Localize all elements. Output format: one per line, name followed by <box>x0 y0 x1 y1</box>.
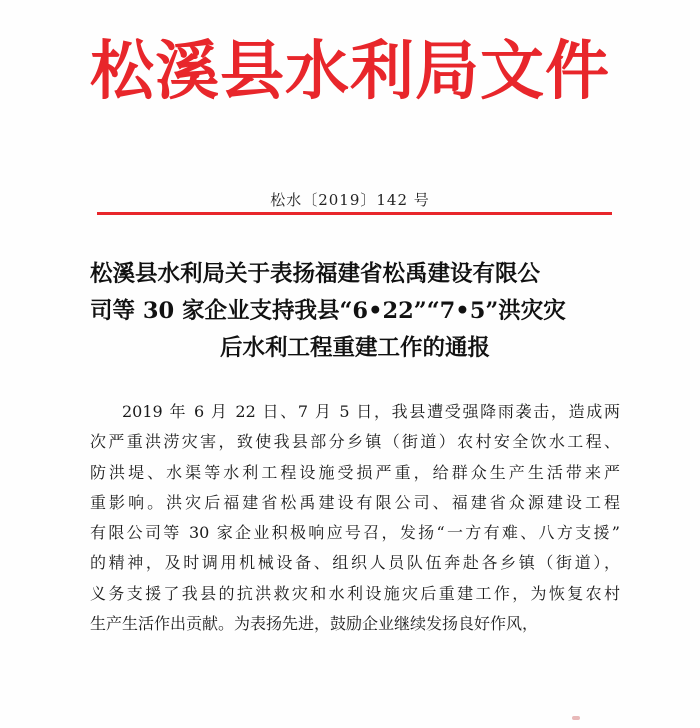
body-line-7: 义务支援了我县的抗洪救灾和水利设施灾后重建工作，为恢复农村 <box>90 583 620 603</box>
body-line-6: 的精神，及时调用机械设备、组织人员队伍奔赴各乡镇（街道）， <box>90 553 620 573</box>
body-line-2: 次严重洪涝灾害，致使我县部分乡镇（街道）农村安全饮水工程、 <box>90 432 620 452</box>
document-body <box>90 397 620 639</box>
title-line-3: 后水利工程重建工作的通报 <box>219 335 490 361</box>
title-line-1: 松溪县水利局关于表扬福建省松禹建设有限公 <box>90 261 541 287</box>
document-title <box>90 256 620 367</box>
document-header: 松溪县水利局文件 <box>90 35 610 109</box>
title-line-2: 司等 30 家企业支持我县“6•22”“7•5”洪灾灾 <box>90 298 566 324</box>
body-line-3: 防洪堤、水渠等水利工程设施受损严重，给群众生产生活带来严 <box>90 462 620 482</box>
body-line-1: 2019 年 6 月 22 日、7 月 5 日，我县遭受强降雨袭击，造成两 <box>122 402 620 421</box>
body-line-5: 有限公司等 30 家企业积极响应号召，发扬“一方有难、八方支援” <box>90 523 620 543</box>
document-number: 松水〔2019〕142 号 <box>270 191 430 209</box>
scan-artifact <box>572 716 580 720</box>
header-divider <box>97 212 612 215</box>
body-line-8: 生产生活作出贡献。为表扬先进，鼓励企业继续发扬良好作风， <box>90 614 539 634</box>
body-line-4: 重影响。洪灾后福建省松禹建设有限公司、福建省众源建设工程 <box>90 492 620 512</box>
